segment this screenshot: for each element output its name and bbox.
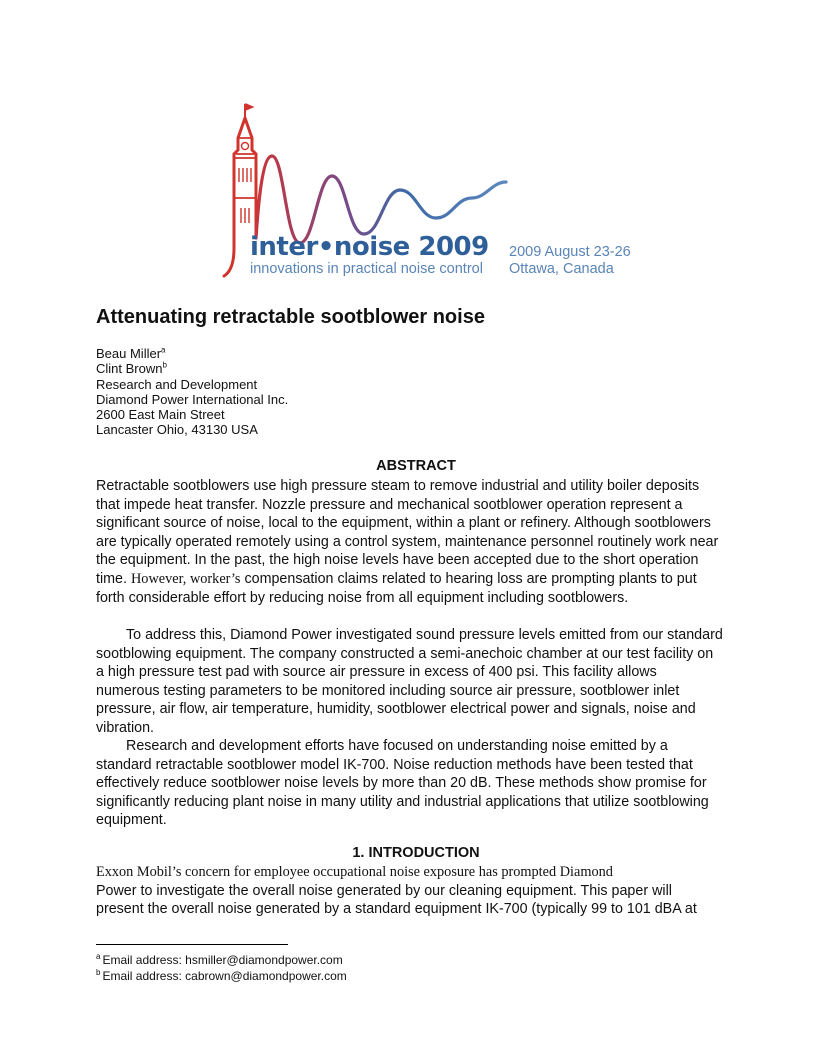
footnote-mark: a bbox=[96, 952, 101, 961]
author-line bbox=[96, 346, 288, 361]
footnote-b bbox=[96, 969, 347, 983]
abstract-paragraph-3: Research and development efforts have focused on understanding noise emitted by a standard retractable sootblower model IK-700. Noise reduction methods have been tested that effectively reduce sootblower noise levels by more than 20 dB. These methods show promise for significantly reducing plant noise in many utility and industrial applications that utilize sootblowing equipment. bbox=[96, 738, 709, 829]
footnote-text: Email address: cabrown@diamondpower.com bbox=[102, 969, 347, 983]
abstract-heading: ABSTRACT bbox=[376, 458, 456, 474]
logo-title: inter•noise 2009 bbox=[250, 232, 489, 262]
footnote-text: Email address: hsmiller@diamondpower.com bbox=[102, 953, 343, 967]
affiliation-line: Research and Development bbox=[96, 376, 258, 392]
abstract-p1-text-end: compensation claims related to hearing loss are prompting plants to put forth considerable effort by reducing noise from all equipment including sootblowers. bbox=[96, 570, 697, 606]
introduction-heading: 1. INTRODUCTION bbox=[352, 845, 480, 861]
author-name: Clint Brown bbox=[96, 361, 163, 377]
abstract-paragraph-1 bbox=[96, 477, 724, 607]
conference-logo bbox=[214, 98, 634, 288]
conference-date: 2009 August 23-26 bbox=[509, 244, 631, 260]
footnote-mark: a bbox=[161, 345, 166, 355]
abstract-paragraph-2: To address this, Diamond Power investigated sound pressure levels emitted from our standard sootblowing equipment. The company constructed a semi-anechoic chamber at our test facility on a high pressure test pad with source air pressure in excess of 400 psi. This facility allows numerous testing parameters to be monitored including source air pressure, sootblower inlet pressure, air flow, air temperature, humidity, sootblower electrical power and signals, noise and vibration. bbox=[96, 627, 723, 736]
affiliation-line: 2600 East Main Street bbox=[96, 407, 225, 423]
author-line bbox=[96, 361, 288, 376]
footnote-mark: b bbox=[162, 360, 167, 370]
footnote-mark: b bbox=[96, 968, 101, 977]
affiliation-line: Lancaster Ohio, 43130 USA bbox=[96, 422, 258, 438]
author-block bbox=[96, 346, 288, 438]
intro-line-1: Exxon Mobil’s concern for employee occupational noise exposure has prompted Diamond bbox=[96, 864, 613, 880]
logo-subtitle: innovations in practical noise control bbox=[250, 261, 483, 277]
conference-location: Ottawa, Canada bbox=[509, 261, 614, 277]
intro-line-2: Power to investigate the overall noise generated by our cleaning equipment. This paper will bbox=[96, 883, 672, 899]
abstract-p1-text: Retractable sootblowers use high pressure steam to remove industrial and utility boiler deposits that impede heat transfer. Nozzle pressure and mechanical sootblower operation represent a significant source of noise, local to the equipment, within a plant or refinery. Although sootblowers are typically operated remotely using a control system, maintenance personnel routinely work near the equipment. In the past, the high noise levels have been accepted due to the short operation time. bbox=[96, 478, 719, 587]
footnote-a bbox=[96, 953, 343, 967]
paper-title: Attenuating retractable sootblower noise bbox=[96, 306, 485, 328]
intro-line-3: present the overall noise generated by a standard equipment IK-700 (typically 99 to 101 dBA at bbox=[96, 901, 697, 917]
footnote-divider bbox=[96, 944, 288, 945]
author-name: Beau Miller bbox=[96, 346, 162, 361]
affiliation-line: Diamond Power International Inc. bbox=[96, 391, 289, 407]
abstract-p1-serif: However, worker’s bbox=[130, 570, 241, 587]
